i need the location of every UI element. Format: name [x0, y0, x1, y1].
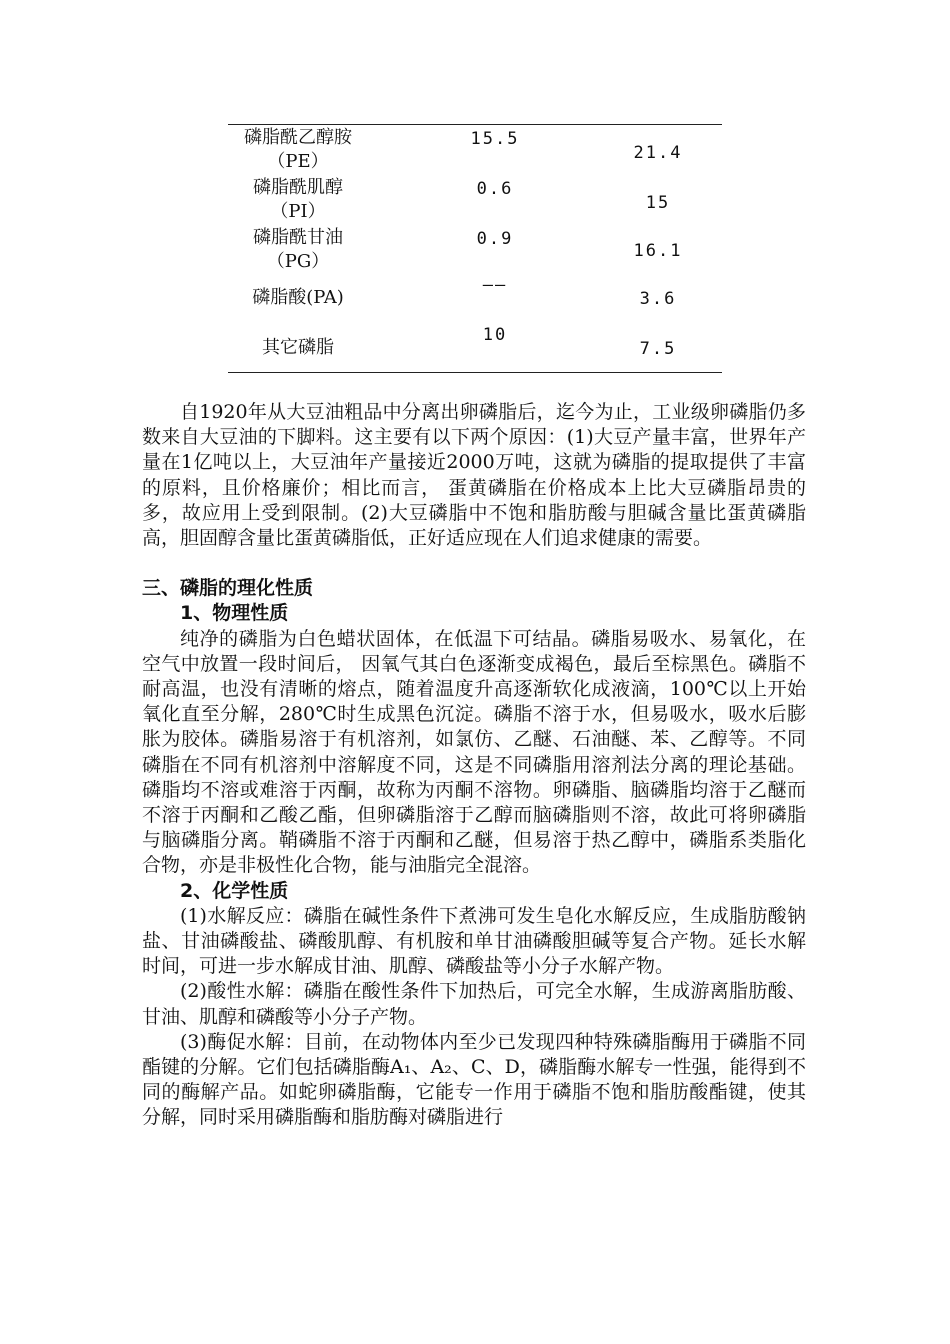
table-bottom-rule	[228, 372, 722, 373]
value-col2: 7.5	[639, 339, 677, 359]
acid-hydrolysis-paragraph: (2)酸性水解：磷脂在酸性条件下加热后，可完全水解，生成游离脂肪酸、甘油、肌醇和磷酸等小分子产物。	[142, 980, 806, 1028]
row-name: 磷脂酰肌醇 （PI）	[253, 177, 343, 222]
table-top-rule	[228, 124, 722, 125]
value-col1: 0.9	[476, 229, 514, 249]
phospholipid-table	[228, 124, 722, 374]
row-name: 磷脂酸(PA)	[252, 287, 344, 308]
subsection-heading-physical: 1、物理性质	[180, 602, 289, 625]
body-text	[142, 400, 806, 1131]
value-col2: 21.4	[633, 143, 683, 163]
value-col2: 15	[645, 193, 671, 213]
value-col1: 15.5	[470, 129, 520, 149]
row-name: 磷脂酰乙醇胺 （PE）	[244, 127, 352, 172]
value-col2: 16.1	[633, 241, 683, 261]
row-name: 其它磷脂	[262, 337, 334, 358]
value-col1: 10	[482, 325, 508, 345]
row-name: 磷脂酰甘油 （PG）	[253, 227, 343, 272]
subsection-heading-chemical: 2、化学性质	[180, 879, 289, 902]
spacer	[142, 551, 806, 576]
value-col1: 0.6	[476, 179, 514, 199]
hydrolysis-paragraph: (1)水解反应：磷脂在碱性条件下煮沸可发生皂化水解反应，生成脂肪酸钠盐、甘油磷酸盐、磷酸肌醇、有机胺和单甘油磷酸胆碱等复合产物。延长水解时间，可进一步水解成甘油、肌醇、磷酸盐等小分子水解产物。	[142, 904, 806, 978]
physical-properties-paragraph: 纯净的磷脂为白色蜡状固体，在低温下可结晶。磷脂易吸水、易氧化，在空气中放置一段时间后， 因氧气其白色逐渐变成褐色，最后至棕黑色。磷脂不耐高温，也没有清晰的熔点，随着温度升高逐渐软化成液滴，100℃以上开始氧化直至分解，280℃时生成黑色沉淀。磷脂不溶于水，但易吸水，吸水后膨胀为胶体。磷脂易溶于有机溶剂，如氯仿、乙醚、石油醚、苯、乙醇等。不同磷脂在不同有机溶剂中溶解度不同，这是不同磷脂用溶剂法分离的理论基础。磷脂均不溶或难溶于丙酮，故称为丙酮不溶物。卵磷脂、脑磷脂均溶于乙醚而不溶于丙酮和乙酸乙酯，但卵磷脂溶于乙醇而脑磷脂则不溶，故此可将卵磷脂与脑磷脂分离。鞘磷脂不溶于丙酮和乙醚，但易溶于热乙醇中，磷脂系类脂化合物，亦是非极性化合物，能与油脂完全混溶。	[142, 627, 806, 877]
value-col2: 3.6	[639, 289, 677, 309]
intro-paragraph: 自1920年从大豆油粗品中分离出卵磷脂后，迄今为止，工业级卵磷脂仍多数来自大豆油的下脚料。这主要有以下两个原因：(1)大豆产量丰富，世界年产量在1亿吨以上，大豆油年产量接近2000万吨，这就为磷脂的提取提供了丰富的原料，且价格廉价；相比而言， 蛋黄磷脂在价格成本上比大豆磷脂昂贵的多，故应用上受到限制。(2)大豆磷脂中不饱和脂肪酸与胆碱含量比蛋黄磷脂高，胆固醇含量比蛋黄磷脂低，正好适应现在人们追求健康的需要。	[142, 401, 806, 550]
section-title: 三、磷脂的理化性质	[142, 577, 314, 600]
value-col1: ——	[482, 275, 508, 295]
enzymatic-hydrolysis-paragraph: (3)酶促水解：目前，在动物体内至少已发现四种特殊磷脂酶用于磷脂不同酯键的分解。它们包括磷脂酶A₁、A₂、C、D，磷脂酶水解专一性强，能得到不同的酶解产品。如蛇卵磷脂酶，它能专一作用于磷脂不饱和脂肪酸酯键，使其分解，同时采用磷脂酶和脂肪酶对磷脂进行	[142, 1030, 806, 1129]
